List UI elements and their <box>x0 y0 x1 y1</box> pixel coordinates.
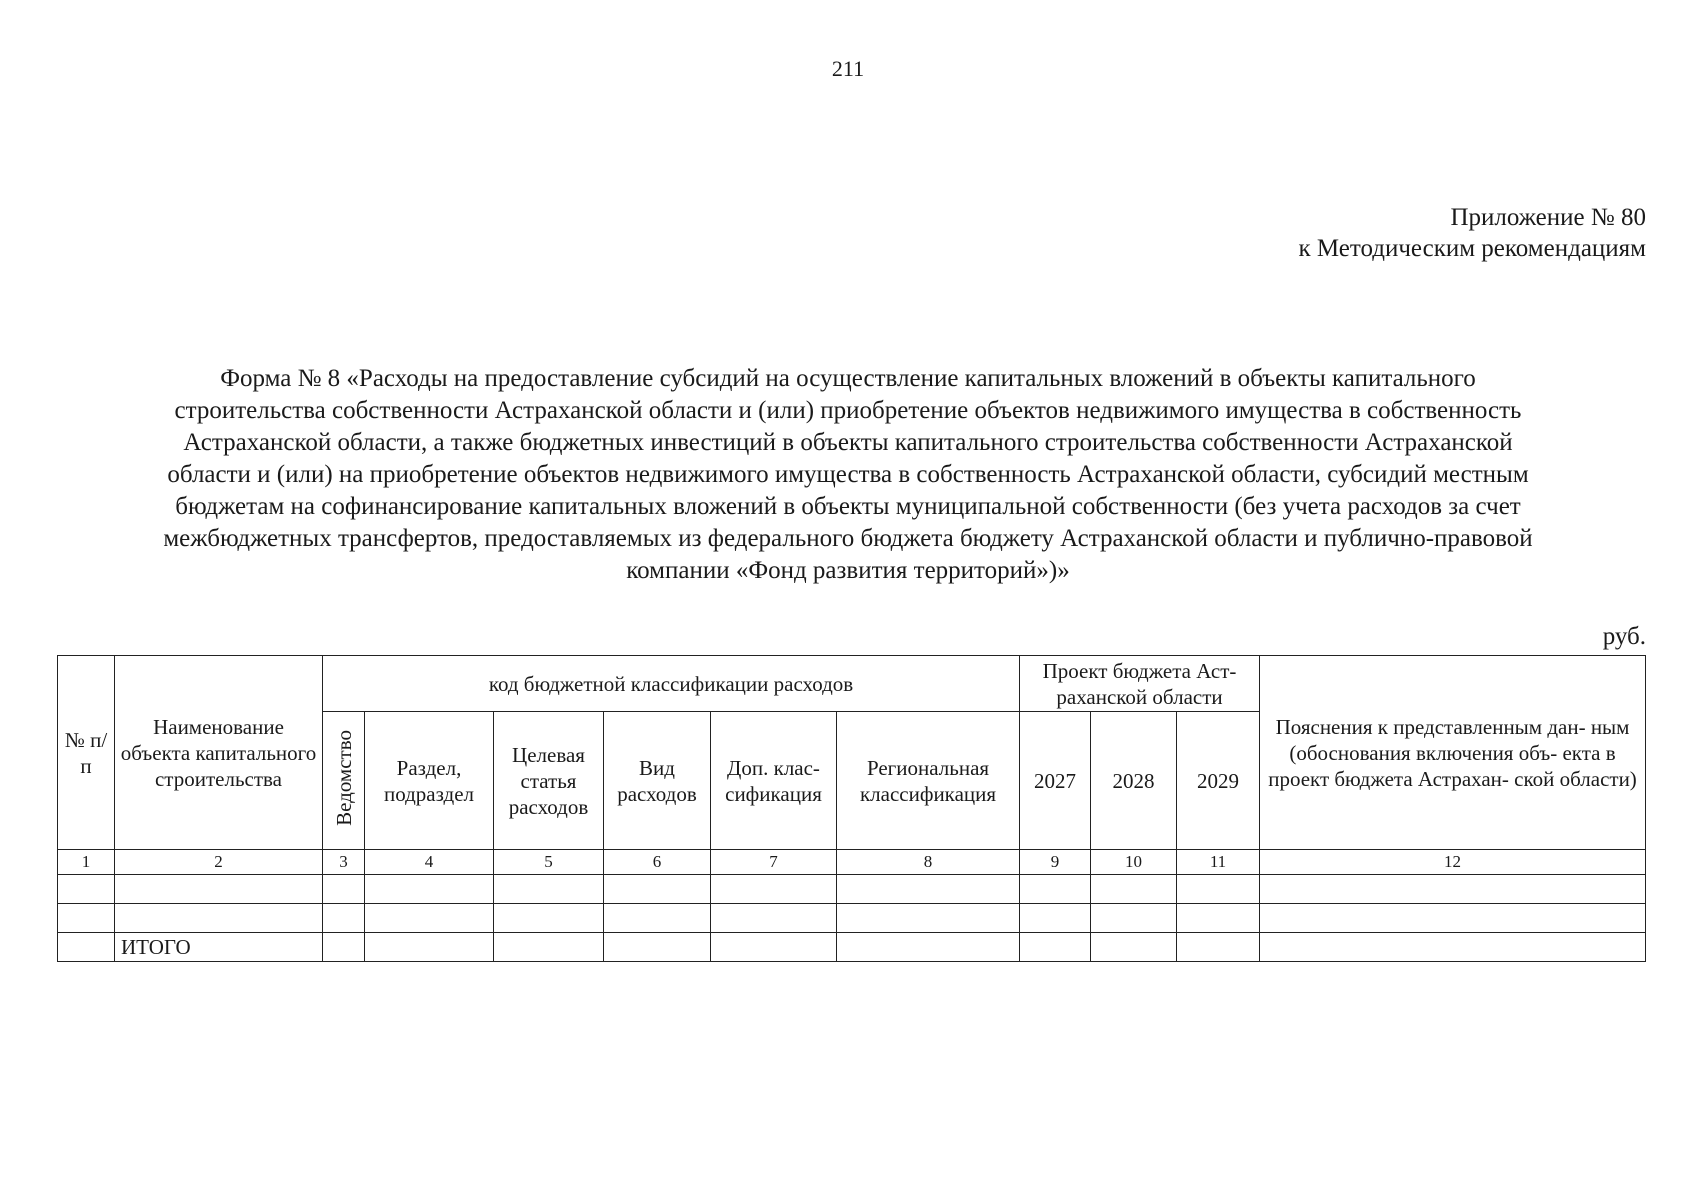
column-number: 12 <box>1260 850 1646 875</box>
form-title-line: области и (или) на приобретение объектов недвижимого имущества в собственность Астраханской области, субсидий местным <box>167 461 1529 488</box>
table-cell <box>711 904 837 933</box>
table-cell <box>604 933 711 962</box>
column-number: 6 <box>604 850 711 875</box>
table-cell <box>1020 875 1091 904</box>
table-cell <box>365 875 494 904</box>
form-title <box>60 363 1636 587</box>
form-title-line: строительства собственности Астраханской области и (или) приобретение объектов недвижимого имущества в собственность <box>174 397 1522 424</box>
header-tselevaya: Целевая статья расходов <box>494 712 604 850</box>
table-cell <box>365 933 494 962</box>
page-number: 211 <box>831 56 865 81</box>
table-cell <box>837 904 1020 933</box>
column-number: 10 <box>1091 850 1177 875</box>
table-cell <box>323 875 365 904</box>
column-number: 1 <box>58 850 115 875</box>
table-cell <box>365 904 494 933</box>
form-title-line: бюджетам на софинансирование капитальных вложений в объекты муниципальной собственности (без учета расходов за счет <box>175 493 1521 520</box>
column-number: 4 <box>365 850 494 875</box>
table-cell <box>115 875 323 904</box>
header-explanations: Пояснения к представленным дан- ным (обоснования включения объ- екта в проект бюджета Астрахан- ской области) <box>1260 656 1646 850</box>
column-number: 8 <box>837 850 1020 875</box>
table-cell <box>1020 904 1091 933</box>
table-cell <box>604 875 711 904</box>
appendix-line-2: к Методическим рекомендациям <box>1298 235 1646 262</box>
table-cell <box>1091 933 1177 962</box>
header-year-3: 2029 <box>1177 712 1260 850</box>
table-cell <box>711 933 837 962</box>
header-razdel: Раздел, подраздел <box>365 712 494 850</box>
header-object-name: Наименование объекта капитального строительства <box>115 656 323 850</box>
table-cell <box>837 875 1020 904</box>
table-cell <box>1260 933 1646 962</box>
table-cell <box>604 904 711 933</box>
table-row <box>58 875 1646 904</box>
form-title-line: Форма № 8 «Расходы на предоставление субсидий на осуществление капитальных вложений в объекты капитального <box>220 365 1476 392</box>
table-cell <box>711 875 837 904</box>
table-cell <box>494 875 604 904</box>
table-cell <box>837 933 1020 962</box>
table-cell <box>58 904 115 933</box>
column-number: 5 <box>494 850 604 875</box>
table-cell <box>1020 933 1091 962</box>
appendix-line-1: Приложение № 80 <box>1450 204 1646 231</box>
form-title-line: компании «Фонд развития территорий»)» <box>626 557 1070 584</box>
table-row <box>58 904 1646 933</box>
table-cell <box>494 904 604 933</box>
header-vedomstvo: Ведомство <box>323 712 365 850</box>
header-year-2: 2028 <box>1091 712 1177 850</box>
header-budget-code-group: код бюджетной классификации расходов <box>323 656 1020 712</box>
total-label: ИТОГО <box>115 933 323 962</box>
column-number-row <box>58 850 1646 875</box>
table-cell <box>1177 933 1260 962</box>
currency-unit: руб. <box>1602 623 1646 650</box>
budget-table <box>57 655 1646 962</box>
column-number: 7 <box>711 850 837 875</box>
column-number: 11 <box>1177 850 1260 875</box>
table-cell <box>1260 904 1646 933</box>
header-year-1: 2027 <box>1020 712 1091 850</box>
table-cell <box>1177 875 1260 904</box>
header-project-group: Проект бюджета Аст- раханской области <box>1020 656 1260 712</box>
table-cell <box>1091 875 1177 904</box>
table-cell <box>1177 904 1260 933</box>
total-row <box>58 933 1646 962</box>
table-cell <box>115 904 323 933</box>
column-number: 9 <box>1020 850 1091 875</box>
header-dop: Доп. клас- сификация <box>711 712 837 850</box>
table-header-row <box>58 656 1646 712</box>
table-cell <box>1091 904 1177 933</box>
table-cell <box>1260 875 1646 904</box>
header-number: № п/п <box>58 656 115 850</box>
table-cell <box>58 933 115 962</box>
table-cell <box>323 933 365 962</box>
table-cell <box>494 933 604 962</box>
header-vid: Вид расходов <box>604 712 711 850</box>
appendix-reference <box>1298 202 1646 264</box>
column-number: 2 <box>115 850 323 875</box>
table-cell <box>323 904 365 933</box>
table-cell <box>58 875 115 904</box>
form-title-line: межбюджетных трансфертов, предоставляемых из федерального бюджета бюджету Астраханской области и публично-правовой <box>163 525 1533 552</box>
column-number: 3 <box>323 850 365 875</box>
header-regional: Региональная классификация <box>837 712 1020 850</box>
form-title-line: Астраханской области, а также бюджетных инвестиций в объекты капитального строительства собственности Астраханской <box>183 429 1513 456</box>
